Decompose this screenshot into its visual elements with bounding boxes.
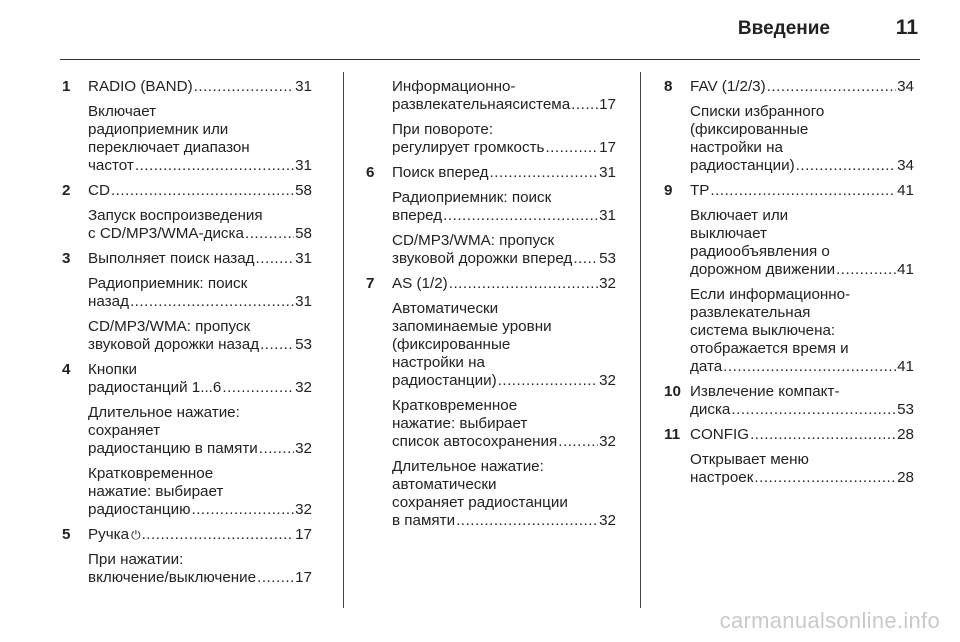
toc-line [690, 139, 914, 157]
page-reference: 32 [295, 379, 312, 396]
toc-text: CD [88, 182, 110, 199]
dot-leader [443, 207, 598, 225]
toc-line [392, 318, 616, 336]
toc-entry [62, 526, 312, 587]
toc-text: звуковой дорожки назад [88, 336, 260, 353]
toc-text: дорожном движении [690, 261, 836, 278]
dot-leader [573, 250, 598, 268]
toc-text: Кнопки [88, 361, 138, 378]
toc-entry [664, 78, 914, 175]
toc-line [392, 139, 616, 157]
toc-line [392, 336, 616, 354]
toc-text: Включает [88, 103, 157, 120]
toc-entry [62, 361, 312, 519]
toc-text: запоминаемые уровни [392, 318, 552, 335]
toc-text: радиостанцию в памяти [88, 440, 258, 457]
toc-text: с CD/MP3/WMA-диска [88, 225, 244, 242]
toc-line [690, 340, 914, 358]
watermark: carmanualsonline.info [719, 608, 940, 633]
toc-line [392, 232, 616, 250]
toc-text: список автосохранения [392, 433, 558, 450]
dot-leader [754, 469, 896, 487]
toc-text: радиостанций 1...6 [88, 379, 222, 396]
toc-text: CD/MP3/WMA: пропуск [88, 318, 251, 335]
toc-text: частот [88, 157, 134, 174]
page-reference: 31 [599, 164, 616, 181]
dot-leader [710, 182, 896, 200]
dot-leader [222, 379, 294, 397]
page-reference: 28 [897, 469, 914, 486]
toc-text: Длительное нажатие: [392, 458, 544, 475]
toc-line [690, 304, 914, 322]
dot-leader [571, 96, 598, 114]
toc-line [88, 379, 312, 397]
toc-text: выключает [690, 225, 767, 242]
toc-paragraph [88, 78, 312, 96]
toc-text: настройки на [690, 139, 783, 156]
toc-text: CD/MP3/WMA: пропуск [392, 232, 555, 249]
toc-entry [62, 182, 312, 243]
toc-line [392, 397, 616, 415]
toc-line [392, 207, 616, 225]
header-rule [60, 59, 920, 60]
dot-leader [489, 164, 598, 182]
toc-paragraph [392, 300, 616, 390]
toc-paragraph [690, 286, 914, 376]
toc-text: настройки на [392, 354, 485, 371]
toc-line [690, 121, 914, 139]
toc-line [392, 189, 616, 207]
toc-line [392, 275, 616, 293]
toc-line [88, 182, 312, 200]
item-number: 1 [62, 78, 71, 95]
page-reference: 34 [897, 157, 914, 174]
toc-text: TP [690, 182, 710, 199]
item-number: 5 [62, 526, 71, 543]
item-number: 2 [62, 182, 71, 199]
toc-entry [664, 383, 914, 419]
toc-line [88, 569, 312, 587]
toc-entry [664, 182, 914, 376]
item-number: 3 [62, 250, 71, 267]
dot-leader [750, 426, 896, 444]
toc-text: Поиск вперед [392, 164, 489, 181]
toc-paragraph [392, 189, 616, 225]
toc-text: вперед [392, 207, 443, 224]
toc-line [690, 401, 914, 419]
dot-leader [142, 526, 295, 544]
toc-line [88, 551, 312, 569]
toc-line [392, 354, 616, 372]
toc-line [392, 250, 616, 268]
toc-text: Радиоприемник: поиск [392, 189, 552, 206]
column-separator [640, 72, 641, 608]
toc-text: система выключена: [690, 322, 836, 339]
dot-leader [130, 293, 294, 311]
page-number: 11 [895, 16, 918, 39]
toc-text: сохраняет радиостанции [392, 494, 568, 511]
toc-text: сохраняет [88, 422, 161, 439]
toc-line [690, 358, 914, 376]
toc-line [690, 286, 914, 304]
toc-text: (фиксированные [392, 336, 511, 353]
item-number: 7 [366, 275, 375, 292]
dot-leader [767, 78, 896, 96]
toc-text: Автоматически [392, 300, 499, 317]
toc-entry [62, 250, 312, 354]
toc-line [88, 250, 312, 268]
toc-text: Выполняет поиск назад [88, 250, 255, 267]
page-reference: 41 [897, 261, 914, 278]
toc-text: включение/выключение [88, 569, 257, 586]
dot-leader [135, 157, 294, 175]
toc-paragraph [88, 250, 312, 268]
toc-line [88, 318, 312, 336]
toc-line [690, 225, 914, 243]
toc-text: Запуск воспроизведения [88, 207, 263, 224]
toc-text: (фиксированные [690, 121, 809, 138]
toc-paragraph [88, 207, 312, 243]
toc-line [690, 207, 914, 225]
toc-line [88, 139, 312, 157]
toc-paragraph [392, 397, 616, 451]
toc-line [690, 243, 914, 261]
dot-leader [257, 569, 294, 587]
toc-text: диска [690, 401, 731, 418]
toc-text: нажатие: выбирает [88, 483, 224, 500]
dot-leader [191, 501, 294, 519]
toc-text: AS (1/2) [392, 275, 448, 292]
toc-text: в памяти [392, 512, 456, 529]
item-number: 4 [62, 361, 71, 378]
dot-leader [259, 440, 294, 458]
toc-line [88, 501, 312, 519]
dot-leader [723, 358, 896, 376]
page-reference: 34 [897, 78, 914, 95]
toc-paragraph [88, 318, 312, 354]
toc-text: радиостанции) [392, 372, 497, 389]
toc-text: При нажатии: [88, 551, 184, 568]
toc-line [392, 512, 616, 530]
dot-leader [260, 336, 294, 354]
toc-text: Кратковременное [392, 397, 518, 414]
toc-entry [664, 426, 914, 487]
page-reference: 58 [295, 182, 312, 199]
toc-text: дата [690, 358, 723, 375]
toc-text: Радиоприемник: поиск [88, 275, 248, 292]
toc-line [88, 526, 312, 544]
toc-text: радиоприемник или [88, 121, 229, 138]
dot-leader [796, 157, 896, 175]
toc-text: Длительное нажатие: [88, 404, 240, 421]
toc-line [88, 465, 312, 483]
toc-line [690, 322, 914, 340]
page-reference: 31 [295, 78, 312, 95]
page-header-title: Введение [737, 18, 830, 39]
toc-paragraph [88, 182, 312, 200]
toc-line [88, 275, 312, 293]
dot-leader [545, 139, 598, 157]
toc-text: радиостанцию [88, 501, 191, 518]
toc-paragraph [392, 78, 616, 114]
toc-line [690, 157, 914, 175]
toc-line [392, 476, 616, 494]
toc-text: Открывает меню [690, 451, 809, 468]
toc-text: Если информационно- [690, 286, 851, 303]
item-number: 9 [664, 182, 673, 199]
page-reference: 58 [295, 225, 312, 242]
dot-leader [245, 225, 294, 243]
toc-line [88, 225, 312, 243]
toc-text: Списки избранного [690, 103, 825, 120]
toc-text: развлекательнаясистема [392, 96, 571, 113]
toc-text: назад [88, 293, 129, 310]
toc-text: Ручка [88, 526, 130, 543]
toc-text: звуковой дорожки вперед [392, 250, 573, 267]
toc-line [88, 483, 312, 501]
toc-line [392, 121, 616, 139]
page-reference: 41 [897, 358, 914, 375]
toc-line [88, 361, 312, 379]
toc-paragraph [690, 451, 914, 487]
toc-line [88, 336, 312, 354]
page-reference: 32 [599, 512, 616, 529]
dot-leader [456, 512, 598, 530]
toc-text: отображается время и [690, 340, 849, 357]
toc-line [392, 300, 616, 318]
toc-text: Кратковременное [88, 465, 214, 482]
toc-paragraph [690, 383, 914, 419]
page-reference: 17 [295, 526, 312, 543]
toc-line [392, 96, 616, 114]
column-separator [343, 72, 344, 608]
toc-text: настроек [690, 469, 754, 486]
toc-text: При повороте: [392, 121, 494, 138]
toc-paragraph [690, 103, 914, 175]
page-reference: 17 [295, 569, 312, 586]
page-reference: 28 [897, 426, 914, 443]
toc-paragraph [88, 275, 312, 311]
toc-paragraph [690, 182, 914, 200]
page-reference: 53 [295, 336, 312, 353]
toc-line [690, 261, 914, 279]
page-reference: 32 [599, 372, 616, 389]
toc-paragraph [88, 404, 312, 458]
toc-paragraph [392, 121, 616, 157]
toc-paragraph [690, 78, 914, 96]
toc-line [392, 372, 616, 390]
toc-line [392, 494, 616, 512]
item-number: 6 [366, 164, 375, 181]
item-number: 10 [664, 383, 681, 400]
dot-leader [256, 250, 295, 268]
dot-leader [111, 182, 294, 200]
toc-text: RADIO (BAND) [88, 78, 193, 95]
toc-column-3 [664, 78, 914, 494]
dot-leader [836, 261, 896, 279]
toc-paragraph [88, 361, 312, 397]
toc-line [392, 164, 616, 182]
toc-column-1 [62, 78, 312, 594]
page-reference: 32 [599, 433, 616, 450]
toc-paragraph [392, 275, 616, 293]
toc-column-2 [366, 78, 616, 537]
toc-text: автоматически [392, 476, 497, 493]
page-reference: 31 [295, 293, 312, 310]
page-reference: 31 [599, 207, 616, 224]
toc-entry [366, 275, 616, 530]
toc-text: CONFIG [690, 426, 750, 443]
toc-line [392, 458, 616, 476]
toc-line [392, 433, 616, 451]
power-knob-icon: ⏻ [131, 528, 141, 542]
toc-entry [366, 78, 616, 157]
toc-paragraph [88, 551, 312, 587]
item-number: 11 [664, 426, 681, 443]
toc-paragraph [392, 164, 616, 182]
page-reference: 32 [295, 501, 312, 518]
toc-text: Включает или [690, 207, 789, 224]
toc-line [690, 78, 914, 96]
toc-line [88, 404, 312, 422]
toc-line [392, 78, 616, 96]
toc-paragraph [392, 458, 616, 530]
page-reference: 31 [295, 157, 312, 174]
toc-line [88, 293, 312, 311]
page-reference: 32 [599, 275, 616, 292]
toc-paragraph [392, 232, 616, 268]
toc-line [690, 426, 914, 444]
dot-leader [194, 78, 294, 96]
toc-paragraph [88, 465, 312, 519]
toc-line [88, 78, 312, 96]
toc-text: нажатие: выбирает [392, 415, 528, 432]
toc-line [88, 422, 312, 440]
toc-line [690, 182, 914, 200]
page-reference: 31 [295, 250, 312, 267]
page-reference: 17 [599, 96, 616, 113]
toc-line [690, 469, 914, 487]
toc-text: Извлечение компакт- [690, 383, 840, 400]
toc-line [392, 415, 616, 433]
dot-leader [731, 401, 896, 419]
toc-paragraph [88, 526, 312, 544]
dot-leader [449, 275, 598, 293]
toc-line [88, 121, 312, 139]
toc-text: радиостанции) [690, 157, 795, 174]
page-reference: 41 [897, 182, 914, 199]
toc-entry [62, 78, 312, 175]
dot-leader [558, 433, 598, 451]
toc-line [88, 207, 312, 225]
toc-line [88, 103, 312, 121]
toc-text: регулирует громкость [392, 139, 545, 156]
page-reference: 32 [295, 440, 312, 457]
toc-line [88, 157, 312, 175]
dot-leader [498, 372, 598, 390]
toc-text: Информационно- [392, 78, 516, 95]
toc-line [690, 451, 914, 469]
toc-line [690, 383, 914, 401]
page-reference: 53 [897, 401, 914, 418]
page-reference: 17 [599, 139, 616, 156]
toc-text: переключает диапазон [88, 139, 250, 156]
toc-text: развлекательная [690, 304, 811, 321]
toc-entry [366, 164, 616, 268]
toc-line [88, 440, 312, 458]
toc-line [690, 103, 914, 121]
toc-text: FAV (1/2/3) [690, 78, 766, 95]
item-number: 8 [664, 78, 673, 95]
toc-paragraph [690, 426, 914, 444]
toc-text: радиообъявления о [690, 243, 830, 260]
toc-paragraph [88, 103, 312, 175]
toc-paragraph [690, 207, 914, 279]
page-reference: 53 [599, 250, 616, 267]
